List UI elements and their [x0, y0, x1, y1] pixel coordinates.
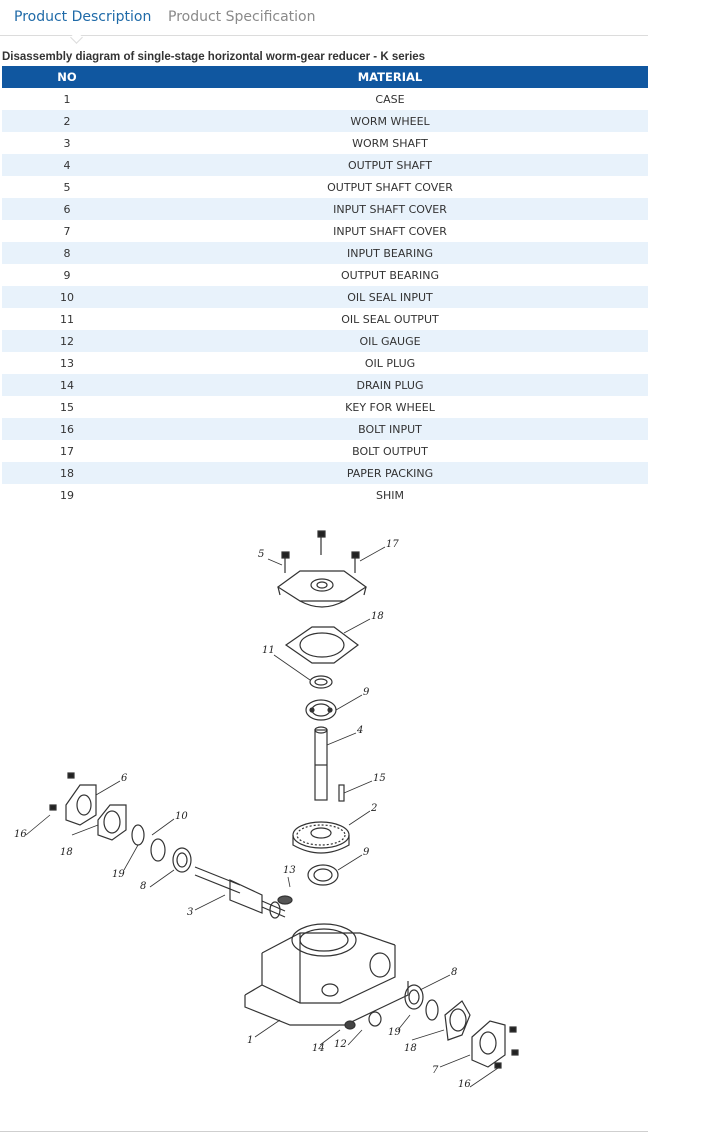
row-no: 2 — [2, 110, 132, 132]
worm-shaft — [195, 867, 285, 918]
callout-label: 9 — [363, 847, 370, 858]
table-row — [2, 110, 648, 132]
table-row — [2, 374, 648, 396]
row-no: 6 — [2, 198, 132, 220]
callout-label: 18 — [60, 847, 73, 858]
callout-label: 8 — [451, 967, 458, 978]
table-row — [2, 396, 648, 418]
row-material: OUTPUT BEARING — [341, 268, 439, 282]
row-material: CASE — [375, 92, 405, 106]
row-material: PAPER PACKING — [132, 462, 648, 484]
callout-label: 5 — [258, 549, 265, 560]
row-no: 8 — [2, 242, 132, 264]
column-header-no: NO — [2, 66, 132, 88]
callout-label: 7 — [432, 1065, 439, 1076]
row-material: OUTPUT SHAFT — [132, 154, 648, 176]
table-header-row — [2, 66, 648, 88]
table-row — [2, 308, 648, 330]
row-no: 13 — [60, 356, 74, 370]
row-material: OUTPUT SHAFT COVER — [327, 180, 453, 194]
top-bolts — [282, 531, 359, 573]
table-row — [2, 418, 648, 440]
callout-label: 17 — [386, 539, 399, 550]
row-material: OIL SEAL INPUT — [132, 286, 648, 308]
output-shaft — [315, 727, 327, 800]
row-no: 5 — [63, 180, 71, 194]
callout-label: 12 — [334, 1039, 347, 1050]
row-material: KEY FOR WHEEL — [345, 400, 435, 414]
row-material: WORM SHAFT — [352, 136, 428, 150]
table-row — [2, 132, 648, 154]
row-material: OIL SEAL OUTPUT — [341, 312, 439, 326]
callout-label: 1 — [247, 1035, 254, 1046]
row-no: 10 — [2, 286, 132, 308]
row-material: INPUT SHAFT COVER — [132, 198, 648, 220]
oil-seal-output — [310, 676, 332, 688]
tab-product-specification[interactable]: Product Specification — [168, 9, 316, 25]
callout-label: 2 — [371, 803, 378, 814]
table-row — [2, 264, 648, 286]
table-row — [2, 330, 648, 352]
row-no: 16 — [2, 418, 132, 440]
row-no: 14 — [2, 374, 132, 396]
callout-label: 8 — [140, 881, 147, 892]
table-row — [2, 440, 648, 462]
row-no: 9 — [63, 268, 71, 282]
row-material: BOLT INPUT — [132, 418, 648, 440]
callout-label: 11 — [262, 645, 275, 656]
row-material: INPUT BEARING — [132, 242, 648, 264]
row-material: OIL GAUGE — [132, 330, 648, 352]
exploded-diagram — [0, 515, 703, 1115]
row-material: OIL PLUG — [364, 356, 416, 370]
row-material: BOLT OUTPUT — [352, 444, 428, 458]
callout-label: 19 — [388, 1027, 401, 1038]
row-material: INPUT SHAFT COVER — [333, 224, 447, 238]
callout-label: 10 — [175, 811, 188, 822]
row-no: 7 — [63, 224, 71, 238]
table-row — [2, 286, 648, 308]
input-side-right — [345, 985, 518, 1068]
output-bearing-bottom — [308, 865, 338, 885]
wheel-key — [339, 785, 344, 801]
callout-label: 18 — [404, 1043, 417, 1054]
gearbox-housing — [245, 924, 408, 1025]
row-no: 17 — [60, 444, 74, 458]
reducer-exploded-view — [0, 515, 703, 1115]
row-no: 11 — [60, 312, 74, 326]
row-no: 15 — [60, 400, 74, 414]
callout-label: 6 — [121, 773, 128, 784]
callout-label: 3 — [187, 907, 194, 918]
row-material: WORM WHEEL — [132, 110, 648, 132]
table-row — [2, 176, 648, 198]
tab-product-description[interactable]: Product Description — [14, 9, 152, 25]
callout-label: 15 — [373, 773, 386, 784]
table-row — [2, 484, 648, 506]
bottom-divider — [0, 1131, 648, 1132]
column-header-material: MATERIAL — [132, 66, 648, 88]
callout-label: 4 — [357, 725, 364, 736]
worm-wheel — [293, 822, 349, 853]
table-row — [2, 242, 648, 264]
output-bearing-top — [306, 700, 336, 720]
callout-label: 9 — [363, 687, 370, 698]
table-row — [2, 154, 648, 176]
callout-label: 18 — [371, 611, 384, 622]
row-no: 18 — [2, 462, 132, 484]
callout-label: 13 — [283, 865, 296, 876]
callout-label: 16 — [14, 829, 27, 840]
output-shaft-cover — [278, 571, 366, 607]
callout-label: 14 — [312, 1043, 325, 1054]
table-row — [2, 220, 648, 242]
diagram-caption: Disassembly diagram of single-stage horizontal worm-gear reducer - K series — [2, 51, 426, 63]
oil-plug — [278, 896, 292, 904]
parts-table — [2, 66, 648, 506]
callout-label: 16 — [458, 1079, 471, 1090]
table-row — [2, 352, 648, 374]
callout-leaders — [26, 547, 498, 1087]
table-row — [2, 88, 648, 110]
table-row — [2, 198, 648, 220]
row-no: 19 — [60, 488, 74, 502]
product-tabs — [0, 0, 648, 36]
row-no: 3 — [63, 136, 71, 150]
row-material: DRAIN PLUG — [132, 374, 648, 396]
callout-label: 19 — [112, 869, 125, 880]
row-no: 4 — [2, 154, 132, 176]
paper-gasket — [286, 627, 358, 663]
row-no: 12 — [2, 330, 132, 352]
active-tab-indicator — [70, 31, 83, 44]
row-no: 1 — [63, 92, 71, 106]
table-row — [2, 462, 648, 484]
row-material: SHIM — [376, 488, 404, 502]
